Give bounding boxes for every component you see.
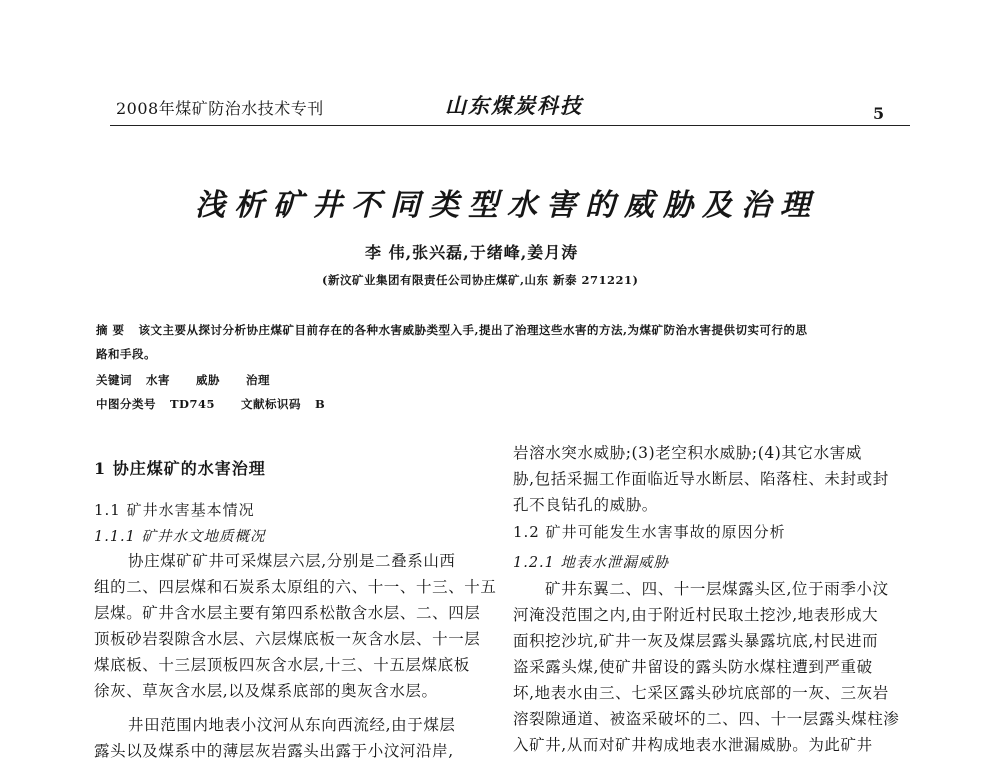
right-para-top-line-2: 胁,包括采掘工作面临近导水断层、陷落柱、未封或封 [513, 470, 889, 488]
keyword-1: 水害 [146, 373, 170, 387]
classification-code: TD745 [170, 397, 216, 411]
left-para1-line-6: 徐灰、草灰含水层,以及煤系底部的奥灰含水层。 [94, 682, 438, 700]
keywords-label: 关键词 [96, 373, 132, 387]
journal-issue: 2008年煤矿防治水技术专刊 [116, 99, 324, 118]
abstract-text-1: 该文主要从探讨分析协庄煤矿目前存在的各种水害威胁类型入手,提出了治理这些水害的方法,为煤矿防治水害提供切实可行的思 [138, 323, 808, 337]
right-para1-line-5: 坏,地表水由三、七采区露头砂坑底部的一灰、三灰岩 [513, 684, 889, 702]
right-para1-line-4: 盗采露头煤,使矿井留设的露头防水煤柱遭到严重破 [513, 658, 873, 676]
abstract-line-1 [96, 322, 808, 338]
abstract-line-2: 路和手段。 [96, 347, 156, 361]
page-number: 5 [873, 104, 885, 123]
article-title: 浅析矿井不同类型水害的威胁及治理 [195, 188, 819, 223]
header-rule [110, 125, 910, 126]
doc-code-label: 文献标识码 [241, 397, 302, 411]
right-para1-line-6: 溶裂隙通道、被盗采破坏的二、四、十一层露头煤柱渗 [513, 710, 900, 728]
left-para2-line-1: 井田范围内地表小汶河从东向西流经,由于煤层 [128, 716, 456, 734]
right-para-top-line-3: 孔不良钻孔的威胁。 [513, 496, 658, 514]
keyword-2: 威胁 [196, 373, 220, 387]
right-para-top-line-1: 岩溶水突水威胁;(3)老空积水威胁;(4)其它水害威 [513, 444, 862, 462]
left-para2-line-2: 露头以及煤系中的薄层灰岩露头出露于小汶河沿岸, [94, 742, 454, 760]
classification-line [96, 396, 325, 412]
left-para1-line-4: 顶板砂岩裂隙含水层、六层煤底板一灰含水层、十一层 [94, 630, 481, 648]
keyword-3: 治理 [246, 373, 270, 387]
article-authors: 李 伟,张兴磊,于绪峰,姜月涛 [365, 243, 579, 262]
abstract-label: 摘 要 [96, 323, 125, 337]
keywords-line [96, 372, 270, 388]
classification-label: 中图分类号 [96, 397, 156, 411]
right-para1-line-2: 河淹没范围之内,由于附近村民取土挖沙,地表形成大 [513, 606, 879, 624]
journal-name: 山东煤炭科技 [445, 93, 583, 118]
section-1-1-heading: 1.1 矿井水害基本情况 [94, 501, 255, 519]
section-1-2-heading: 1.2 矿井可能发生水害事故的原因分析 [513, 523, 786, 541]
doc-code: B [315, 397, 326, 411]
left-para1-line-5: 煤底板、十三层顶板四灰含水层,十三、十五层煤底板 [94, 656, 470, 674]
left-para1-line-2: 组的二、四层煤和石炭系太原组的六、十一、十三、十五 [94, 578, 497, 596]
section-1-heading: 1 协庄煤矿的水害治理 [94, 459, 266, 478]
right-para1-line-7: 入矿井,从而对矿井构成地表水泄漏威胁。为此矿井 [513, 736, 873, 754]
left-para1-line-1: 协庄煤矿矿井可采煤层六层,分别是二叠系山西 [128, 552, 456, 570]
section-1-2-1-heading: 1.2.1 地表水泄漏威胁 [513, 555, 670, 571]
section-1-1-1-heading: 1.1.1 矿井水文地质概况 [94, 529, 266, 545]
right-para1-line-3: 面积挖沙坑,矿井一灰及煤层露头暴露坑底,村民进而 [513, 632, 879, 650]
right-para1-line-1: 矿井东翼二、四、十一层煤露头区,位于雨季小汶 [545, 580, 889, 598]
left-para1-line-3: 层煤。矿井含水层主要有第四系松散含水层、二、四层 [94, 604, 481, 622]
article-affiliation: (新汶矿业集团有限责任公司协庄煤矿,山东 新泰 271221) [322, 273, 639, 287]
